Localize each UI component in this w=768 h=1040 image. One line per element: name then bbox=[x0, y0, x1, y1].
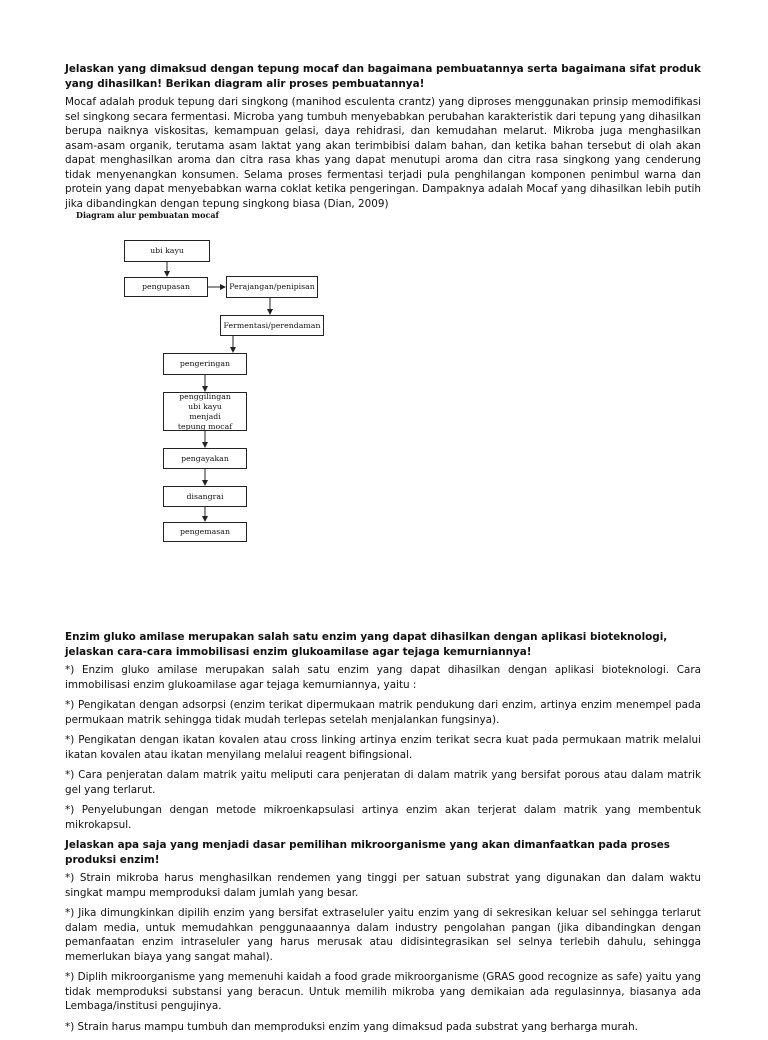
step-ubi-kayu: ubi kayu bbox=[124, 240, 210, 262]
paragraph-glukoamilase-5: *) Penyelubungan dengan metode mikroenkapsulasi artinya enzim akan terjerat dalam matrik yang membentuk mikrokapsul. bbox=[65, 804, 701, 831]
question-mikroorganisme: Jelaskan apa saja yang menjadi dasar pemilihan mikroorganisme yang akan dimanfaatkan pada proses produksi enzim! bbox=[65, 839, 670, 866]
paragraph-glukoamilase-3: *) Pengikatan dengan ikatan kovalen atau cross linking artinya enzim terikat secra kuat pada permukaan matrik melalui ikatan kovalen atau ikatan menyilang melalui reagent bifingsional. bbox=[65, 734, 701, 761]
question-glukoamilase: Enzim gluko amilase merupakan salah satu enzim yang dapat dihasilkan dengan aplikasi bioteknologi, jelaskan cara-cara immobilisasi enzim glukoamilase agar tejaga kemurniannya! bbox=[65, 631, 668, 658]
paragraph-glukoamilase-4: *) Cara penjeratan dalam matrik yaitu meliputi cara penjeratan di dalam matrik yang bersifat porous atau dalam matrik gel yang terlarut. bbox=[65, 769, 701, 796]
paragraph-mikroorganisme-2: *) Jika dimungkinkan dipilih enzim yang bersifat extraseluler yaitu enzim yang di sekresikan keluar sel sehingga terlarut dalam media, untuk memudahkan penggunaaannya dalam industry pengolahan pangan (jika dibandingkan dengan pemanfaatan enzim intraseluler yang harus merusak atau didisintegrasikan sel selnya terlebih dahulu, sehingga memerlukan biaya yang sangat mahal). bbox=[65, 907, 701, 963]
paragraph-glukoamilase-2: *) Pengikatan dengan adsorpsi (enzim terikat dipermukaan matrik pendukung dari enzim, artinya enzim menempel pada permukaan matrik sehingga tidak mudah terlepas setelah menjalankan fungsinya). bbox=[65, 699, 701, 726]
section-enzim bbox=[65, 630, 701, 1040]
step-pengemasan: pengemasan bbox=[163, 522, 247, 542]
step-penggilingan: penggilingan ubi kayu menjadi tepung mocaf bbox=[163, 392, 247, 431]
section-mocaf bbox=[65, 62, 701, 217]
question-mocaf: Jelaskan yang dimaksud dengan tepung mocaf dan bagaimana pembuatannya serta bagaimana sifat produk yang dihasilkan! Berikan diagram alir proses pembuatannya! bbox=[65, 63, 701, 90]
step-perajangan: Perajangan/penipisan bbox=[226, 276, 318, 298]
paragraph-mikroorganisme-4: *) Strain harus mampu tumbuh dan memproduksi enzim yang dimaksud pada substrat yang berharga murah. bbox=[65, 1020, 638, 1033]
step-disangrai: disangrai bbox=[163, 486, 247, 507]
paragraph-mikroorganisme-1: *) Strain mikroba harus menghasilkan rendemen yang tinggi per satuan substrat yang digunakan dan dalam waktu singkat mampu memproduksi dalam jumlah yang besar. bbox=[65, 872, 701, 899]
step-fermentasi: Fermentasi/perendaman bbox=[220, 315, 324, 336]
step-pengayakan: pengayakan bbox=[163, 448, 247, 469]
paragraph-mikroorganisme-3: *) Diplih mikroorganisme yang memenuhi kaidah a food grade mikroorganisme (GRAS good recognize as safe) yaitu yang tidak memproduksi substansi yang beracun. Untuk memilih mikroba yang demikaian ada regulasinnya, biasanya ada Lembaga/institusi pengujinya. bbox=[65, 971, 701, 1012]
paragraph-glukoamilase-1: *) Enzim gluko amilase merupakan salah satu enzim yang dapat dihasilkan dengan aplikasi bioteknologi. Cara immobilisasi enzim glukoamilase agar tejaga kemurniannya, yaitu : bbox=[65, 664, 701, 691]
diagram-title: Diagram alur pembuatan mocaf bbox=[76, 210, 219, 220]
paragraph-mocaf: Mocaf adalah produk tepung dari singkong (manihod esculenta crantz) yang diproses menggunakan prinsip memodifikasi sel singkong secara fermentasi. Microba yang tumbuh menyebabkan perubahan karakteristik dari tepung yang dihasilkan berupa naiknya viskositas, kemampuan gelasi, daya rehidrasi, dan kemudahan melarut. Mikroba juga menghasilkan asam-asam organik, terutama asam laktat yang akan terimbibisi dalam bahan, dan ketika bahan tersebut di olah akan dapat menghasilkan aroma dan citra rasa khas yang dapat menutupi aroma dan citra rasa singkong yang cenderung tidak menyenangkan konsumen. Selama proses fermentasi terjadi pula penghilangan komponen penimbul warna dan protein yang dapat menyebabkan warna coklat ketika pengeringan. Dampaknya adalah Mocaf yang dihasilkan lebih putih jika dibandingkan dengan tepung singkong biasa (Dian, 2009) bbox=[65, 96, 701, 210]
step-pengupasan: pengupasan bbox=[124, 277, 208, 297]
step-pengeringan: pengeringan bbox=[163, 353, 247, 375]
